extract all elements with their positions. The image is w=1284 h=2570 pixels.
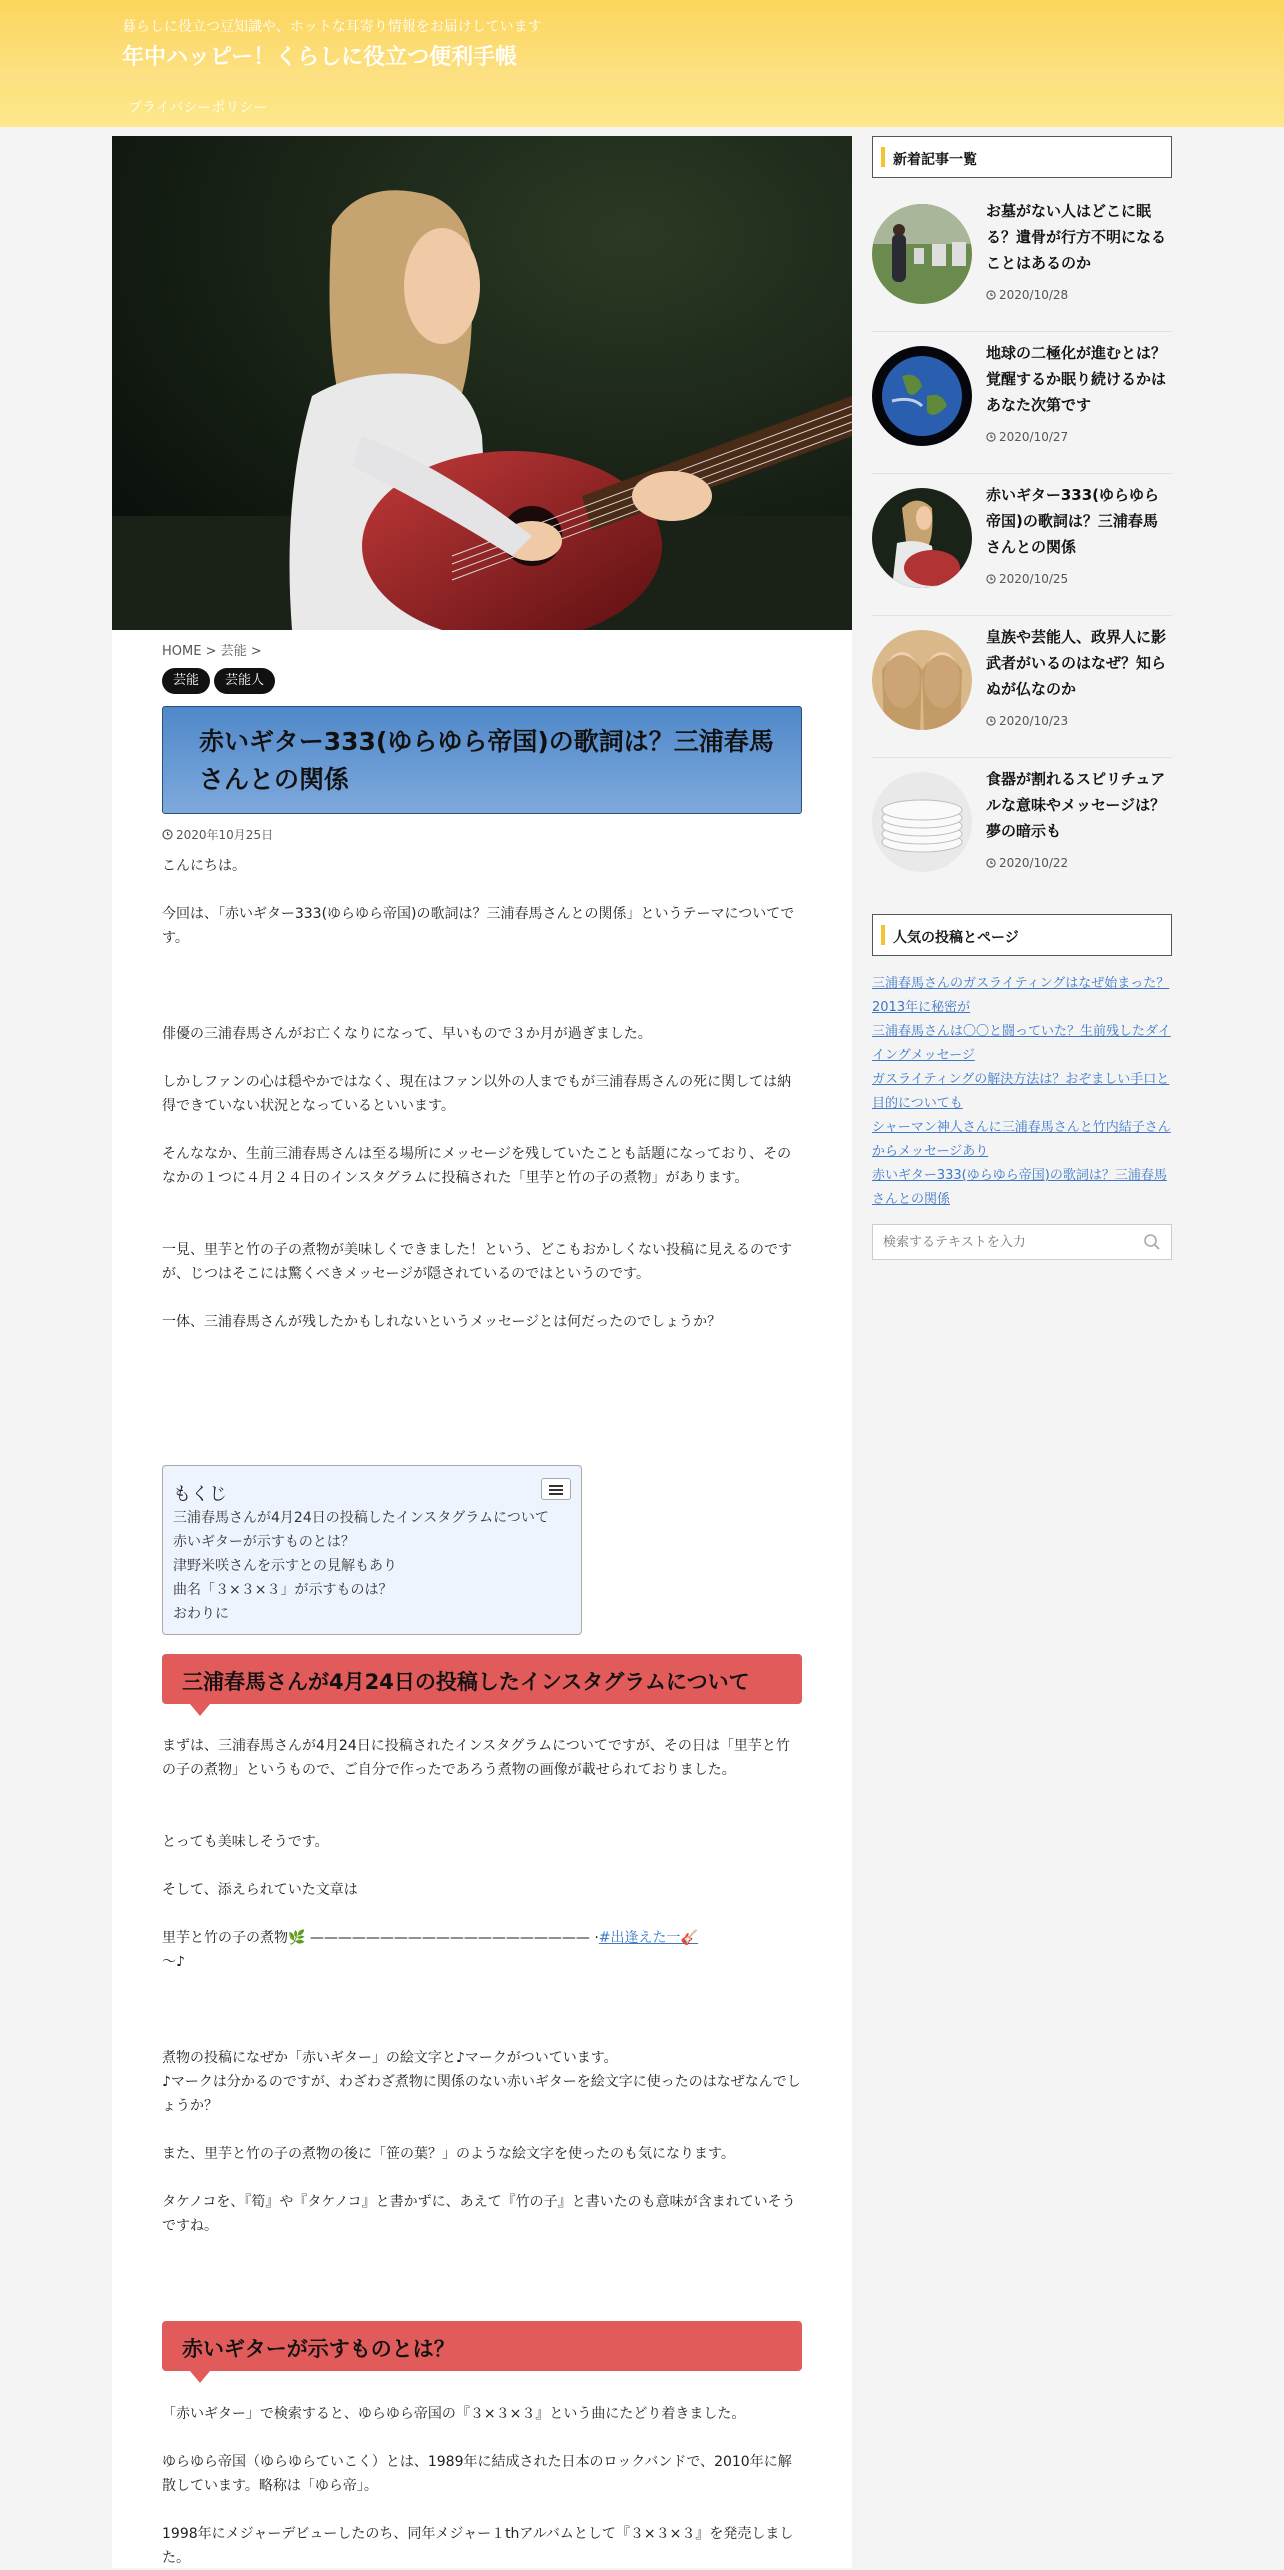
paragraph: また、里芋と竹の子の煮物の後に「笹の葉？」のような絵文字を使ったのも気になります。 bbox=[162, 2146, 735, 2162]
recent-post-date: 2020/10/27 bbox=[986, 430, 1068, 444]
hero-image bbox=[112, 136, 852, 630]
paragraph: しかしファンの心は穏やかではなく、現在はファン以外の人までもが三浦春馬さんの死に関しては納得できていない状況となっているといいます。 bbox=[162, 1074, 792, 1114]
recent-post[interactable] bbox=[872, 474, 1172, 616]
post-date-text: 2020年10月25日 bbox=[176, 828, 274, 842]
search-input[interactable] bbox=[873, 1225, 1153, 1259]
clock-icon bbox=[162, 829, 173, 840]
site-title[interactable]: 年中ハッピー！くらしに役立つ便利手帳 bbox=[122, 45, 518, 70]
clock-icon bbox=[986, 858, 996, 868]
clock-icon bbox=[986, 432, 996, 442]
recent-post[interactable] bbox=[872, 190, 1172, 332]
nav-item-privacy-policy[interactable]: プライバシーポリシー bbox=[128, 100, 268, 116]
recent-post-title[interactable]: 地球の二極化が進むとは？覚醒するか眠り続けるかはあなた次第です bbox=[986, 344, 1167, 414]
post-date bbox=[162, 826, 273, 843]
widget-title-popular: 人気の投稿とページ bbox=[872, 914, 1172, 956]
paragraph: ゆらゆら帝国（ゆらゆらていこく）とは、1989年に結成された日本のロックバンドで、2010年に解散しています。略称は「ゆら帝」。 bbox=[162, 2454, 792, 2494]
recent-post-title[interactable]: お墓がない人はどこに眠る？遺骨が行方不明になることはあるのか bbox=[986, 202, 1167, 272]
recent-post-date: 2020/10/23 bbox=[986, 714, 1068, 728]
toc-title: もくじ bbox=[173, 1484, 227, 1505]
search-icon[interactable] bbox=[1143, 1233, 1161, 1251]
hashtag-link[interactable]: #出逢えた一🎸 bbox=[598, 1930, 698, 1946]
section-heading: 赤いギターが示すものとは？ bbox=[162, 2321, 802, 2371]
recent-post-date: 2020/10/25 bbox=[986, 572, 1068, 586]
search-box bbox=[872, 1224, 1172, 1260]
recent-post-title[interactable]: 赤いギター333(ゆらゆら帝国)の歌詞は？三浦春馬さんとの関係 bbox=[986, 486, 1160, 556]
recent-post-date: 2020/10/22 bbox=[986, 856, 1068, 870]
paragraph: まずは、三浦春馬さんが4月24日に投稿されたインスタグラムについてですが、その日は「里芋と竹の子の煮物」というもので、ご自分で作ったであろう煮物の画像が載せられておりました。 bbox=[162, 1738, 790, 1778]
paragraph: こんにちは。 bbox=[162, 858, 246, 874]
popular-post-link[interactable]: シャーマン神人さんに三浦春馬さんと竹内結子さんからメッセージあり bbox=[872, 1120, 1171, 1159]
widget-title-recent: 新着記事一覧 bbox=[872, 136, 1172, 178]
guitar-woman-photo bbox=[112, 136, 852, 630]
popular-post-link[interactable]: 三浦春馬さんのガスライティングはなぜ始まった？2013年に秘密が bbox=[872, 976, 1170, 1015]
site-tagline: 暮らしに役立つ豆知識や、ホットな耳寄り情報をお届けしています bbox=[122, 19, 542, 35]
toc-item[interactable]: おわりに bbox=[173, 1606, 229, 1622]
recent-post[interactable] bbox=[872, 758, 1172, 900]
recent-post-date: 2020/10/28 bbox=[986, 288, 1068, 302]
toc-item[interactable]: 三浦春馬さんが4月24日の投稿したインスタグラムについて bbox=[173, 1510, 549, 1526]
quote-text: 里芋と竹の子の煮物🌿 ———————————————————— · bbox=[162, 1930, 599, 1946]
clock-icon bbox=[986, 716, 996, 726]
site-header bbox=[0, 0, 1284, 126]
guitar-woman-photo-icon[interactable] bbox=[872, 488, 972, 588]
toc-toggle-button[interactable] bbox=[541, 1478, 571, 1500]
popular-post-link[interactable]: 三浦春馬さんは〇〇と闘っていた？生前残したダイイングメッセージ bbox=[872, 1024, 1171, 1063]
paragraph: とっても美味しそうです。 bbox=[162, 1834, 329, 1850]
cemetery-photo-icon[interactable] bbox=[872, 204, 972, 304]
quote-tail: 〜♪ bbox=[162, 1954, 185, 1970]
clock-icon bbox=[986, 574, 996, 584]
instagram-quote bbox=[162, 1926, 802, 1974]
recent-post-title[interactable]: 皇族や芸能人、政界人に影武者がいるのはなぜ？知らぬが仏なのか bbox=[986, 628, 1167, 698]
paragraph: 煮物の投稿になぜか「赤いギター」の絵文字と♪マークがついています。 ♪マークは分かるのですが、わざわざ煮物に関係のない赤いギターを絵文字に使ったのはなぜなんでしょうか？ bbox=[162, 2050, 801, 2114]
paragraph: 今回は、「赤いギター333(ゆらゆら帝国)の歌詞は？三浦春馬さんとの関係」というテーマについてです。 bbox=[162, 906, 795, 946]
nav-bar bbox=[0, 84, 1284, 127]
popular-post-link[interactable]: ガスライティングの解決方法は？おぞましい手口と目的についても bbox=[872, 1072, 1170, 1111]
main-content bbox=[112, 136, 852, 2568]
category-tag[interactable]: 芸能人 bbox=[214, 668, 275, 694]
paragraph: そんななか、生前三浦春馬さんは至る場所にメッセージを残していたことも話題になっており、そのなかの１つに４月２４日のインスタグラムに投稿された「里芋と竹の子の煮物」があります。 bbox=[162, 1146, 792, 1186]
paragraph: 1998年にメジャーデビューしたのち、同年メジャー１thアルバムとして『３×３×３』を発売しました。 bbox=[162, 2526, 794, 2566]
paragraph: タケノコを、『筍』や『タケノコ』と書かずに、あえて『竹の子』と書いたのも意味が含まれていそうですね。 bbox=[162, 2194, 796, 2234]
clock-icon bbox=[986, 290, 996, 300]
page-title: 赤いギター333(ゆらゆら帝国)の歌詞は？三浦春馬さんとの関係 bbox=[162, 706, 802, 814]
recent-post-title[interactable]: 食器が割れるスピリチュアルな意味やメッセージは？夢の暗示も bbox=[986, 770, 1166, 840]
breadcrumb[interactable]: HOME > 芸能 > bbox=[162, 644, 262, 659]
paragraph: 一体、三浦春馬さんが残したかもしれないというメッセージとは何だったのでしょうか？ bbox=[162, 1314, 722, 1330]
paragraph: そして、添えられていた文章は bbox=[162, 1882, 358, 1898]
earth-photo-icon[interactable] bbox=[872, 346, 972, 446]
section-heading: 三浦春馬さんが4月24日の投稿したインスタグラムについて bbox=[162, 1654, 802, 1704]
toc-item[interactable]: 曲名「３×３×３」が示すものは？ bbox=[173, 1582, 393, 1598]
category-tag[interactable]: 芸能 bbox=[162, 668, 210, 694]
toc-item[interactable]: 津野米咲さんを示すとの見解もあり bbox=[173, 1558, 397, 1574]
recent-post[interactable] bbox=[872, 332, 1172, 474]
table-of-contents bbox=[162, 1465, 582, 1635]
toc-item[interactable]: 赤いギターが示すものとは？ bbox=[173, 1534, 355, 1550]
paragraph: 「赤いギター」で検索すると、ゆらゆら帝国の『３×３×３』という曲にたどり着きました。 bbox=[162, 2406, 746, 2422]
paragraph: 一見、里芋と竹の子の煮物が美味しくできました！という、どこもおかしくない投稿に見えるのですが、じつはそこには驚くべきメッセージが隠されているのではというのです。 bbox=[162, 1242, 792, 1282]
stacked-plates-photo-icon[interactable] bbox=[872, 772, 972, 872]
twin-women-photo-icon[interactable] bbox=[872, 630, 972, 730]
recent-post[interactable] bbox=[872, 616, 1172, 758]
popular-post-link[interactable]: 赤いギター333(ゆらゆら帝国)の歌詞は？三浦春馬さんとの関係 bbox=[872, 1168, 1167, 1207]
paragraph: 俳優の三浦春馬さんがお亡くなりになって、早いもので３か月が過ぎました。 bbox=[162, 1026, 652, 1042]
